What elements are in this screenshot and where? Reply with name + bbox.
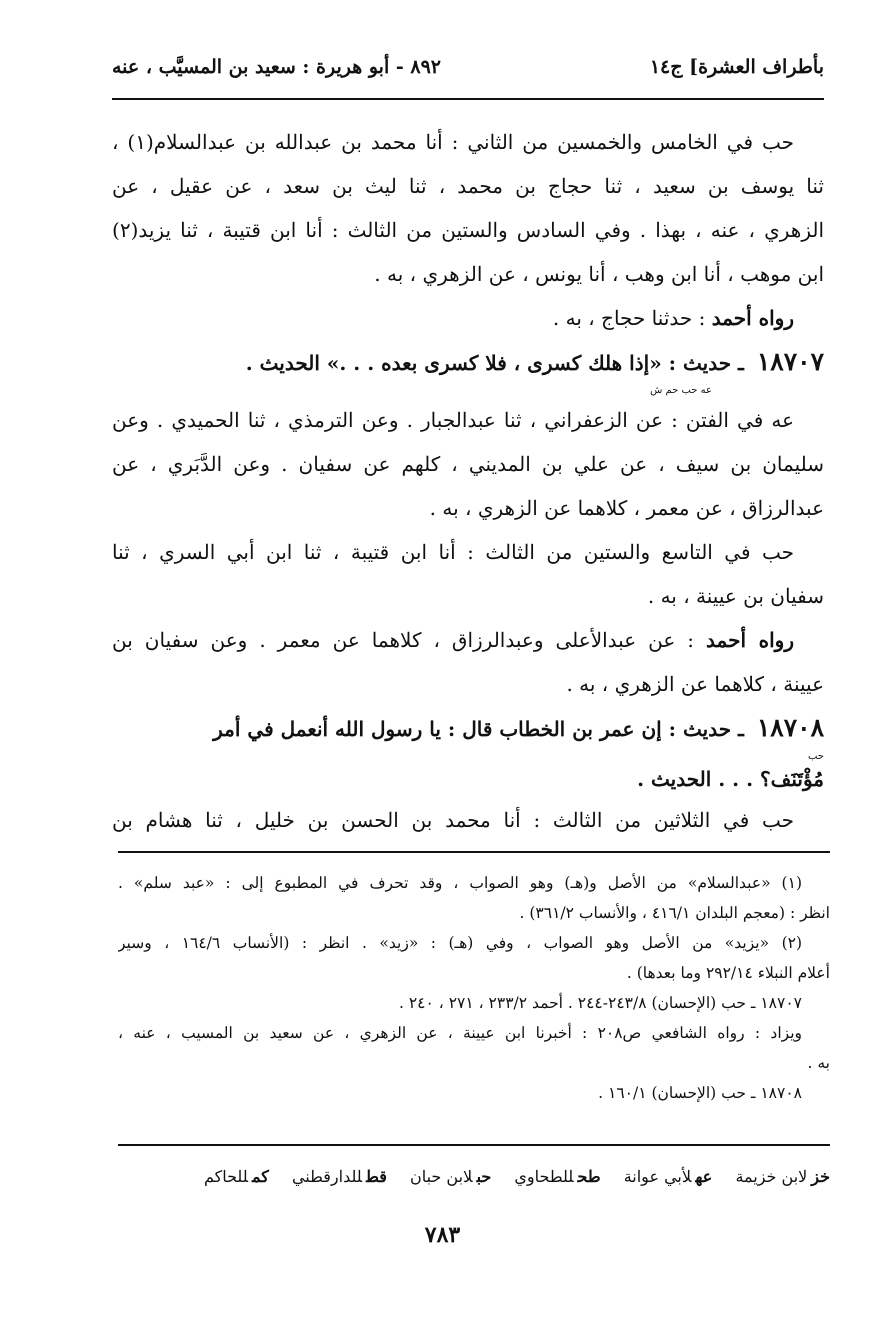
hadith-title: ـ حديث : «إذا هلك كسرى ، فلا كسرى بعده . . .» الحديث . <box>245 351 751 375</box>
footnote-line: ١٨٧٠٨ ـ حب (الإحسان) ١٦٠/١ . <box>598 1084 802 1102</box>
header-section-title: ٨٩٢ - أبو هريرة : سعيد بن المسيَّب ، عنه <box>112 56 441 78</box>
legend-abbr: عه <box>695 1167 713 1186</box>
text-line: ثنا يوسف بن سعيد ، ثنا حجاج بن محمد ، ثنا ليث بن سعد ، عن عقيل ، عن <box>112 174 824 198</box>
text-line: الزهري ، عنه ، بهذا . وفي السادس والستين من الثالث : أنا ابن قتيبة ، ثنا يزيد(٢) <box>112 218 824 242</box>
legend-name: لابن خزيمة <box>735 1167 808 1186</box>
footnote-line: ويزاد : رواه الشافعي ص٢٠٨ : أخبرنا ابن عيينة ، عن الزهري ، عن سعيد بن المسيب ، عنه ، <box>118 1024 802 1042</box>
footnote-line: ١٨٧٠٧ ـ حب (الإحسان) ٢٤٣/٨-٢٤٤ . أحمد ٢٣٣/٢ ، ٢٧١ ، ٢٤٠ . <box>399 994 802 1012</box>
main-text <box>112 120 824 842</box>
legend-abbr: طح <box>577 1167 601 1186</box>
hadith-heading-18708 <box>112 706 824 750</box>
text-line: حب في الخامس والخمسين من الثاني : أنا محمد بن عبدالله بن عبدالسلام(١) ، <box>112 130 794 154</box>
legend-entry <box>624 1167 713 1186</box>
header-divider <box>112 98 824 100</box>
legend-abbr: قط <box>366 1167 387 1186</box>
legend-entry <box>204 1167 269 1186</box>
legend-abbr: حب <box>476 1167 492 1186</box>
legend-name: للدارقطني <box>291 1167 363 1186</box>
abbreviation-legend <box>118 1162 830 1192</box>
footnote-line: (٢) «يزيد» من الأصل وهو الصواب ، وفي (هـ) : «زيد» . انظر : (الأنساب ١٦٤/٦ ، وسير <box>118 934 803 952</box>
text-run: : عن عبدالأعلى وعبدالرزاق ، كلاهما عن معمر . وعن سفيان بن <box>112 628 707 652</box>
hadith-title-continued: مُؤْتَنَف؟ . . . الحديث . <box>637 767 824 791</box>
text-line: سليمان بن سيف ، عن علي بن المديني ، كلهم عن سفيان . وعن الدَّبَري ، عن <box>112 452 824 476</box>
legend-name: للحاكم <box>203 1167 248 1186</box>
footnote-line: (١) «عبدالسلام» من الأصل و(هـ) وهو الصواب ، وقد تحرف في المطبوع إلى : «عبد سلم» . <box>118 874 802 892</box>
header-volume-title: بأطراف العشرة] ج١٤ <box>649 56 824 78</box>
narrator-keyword: رواه أحمد <box>711 306 794 330</box>
legend-name: لأبي عوانة <box>623 1167 692 1186</box>
text-line: حب في التاسع والستين من الثالث : أنا ابن قتيبة ، ثنا ابن أبي السري ، ثنا <box>112 540 794 564</box>
text-line: عبدالرزاق ، عن معمر ، كلاهما عن الزهري ، به . <box>429 496 824 520</box>
legend-abbr: خز <box>811 1167 830 1186</box>
legend-entry <box>410 1167 491 1186</box>
legend-name: للطحاوي <box>514 1167 574 1186</box>
narrator-keyword: رواه أحمد <box>706 628 794 652</box>
footnote-line: أعلام النبلاء ٢٩٢/١٤ وما بعدها) . <box>626 964 830 982</box>
text-line: سفيان بن عيينة ، به . <box>647 584 824 608</box>
legend-divider <box>118 1144 830 1146</box>
text-line: حب في الثلاثين من الثالث : أنا محمد بن الحسن بن خليل ، ثنا هشام بن <box>112 808 794 832</box>
legend-entry <box>735 1167 830 1186</box>
text-line <box>112 296 824 340</box>
text-line: عيينة ، كلاهما عن الزهري ، به . <box>566 672 824 696</box>
hadith-heading-18707 <box>112 340 824 384</box>
legend-abbr: كم <box>252 1167 269 1186</box>
source-symbols: حب <box>807 751 824 762</box>
legend-entry <box>292 1167 387 1186</box>
hadith-number: ١٨٧٠٧ <box>756 347 824 376</box>
text-run: : حدثنا حجاج ، به . <box>552 306 712 330</box>
text-line: ابن موهب ، أنا ابن وهب ، أنا يونس ، عن الزهري ، به . <box>374 262 824 286</box>
source-symbols: عه حب حم ش <box>650 385 712 396</box>
footnote-line: انظر : (معجم البلدان ٤١٦/١ ، والأنساب ٣٦١/٢) . <box>519 904 830 922</box>
text-line <box>112 618 824 662</box>
legend-entry <box>514 1167 600 1186</box>
footnote-divider <box>118 851 830 853</box>
hadith-title: ـ حديث : إن عمر بن الخطاب قال : يا رسول الله أنعمل في أمر <box>213 717 751 741</box>
footnotes <box>118 868 830 1108</box>
hadith-number: ١٨٧٠٨ <box>756 713 824 742</box>
legend-name: لابن حبان <box>409 1167 473 1186</box>
page-number: ٧٨٣ <box>424 1222 461 1248</box>
text-line: عه في الفتن : عن الزعفراني ، ثنا عبدالجبار . وعن الترمذي ، ثنا الحميدي . وعن <box>112 408 794 432</box>
running-header <box>112 52 824 92</box>
footnote-line: به . <box>807 1054 830 1072</box>
